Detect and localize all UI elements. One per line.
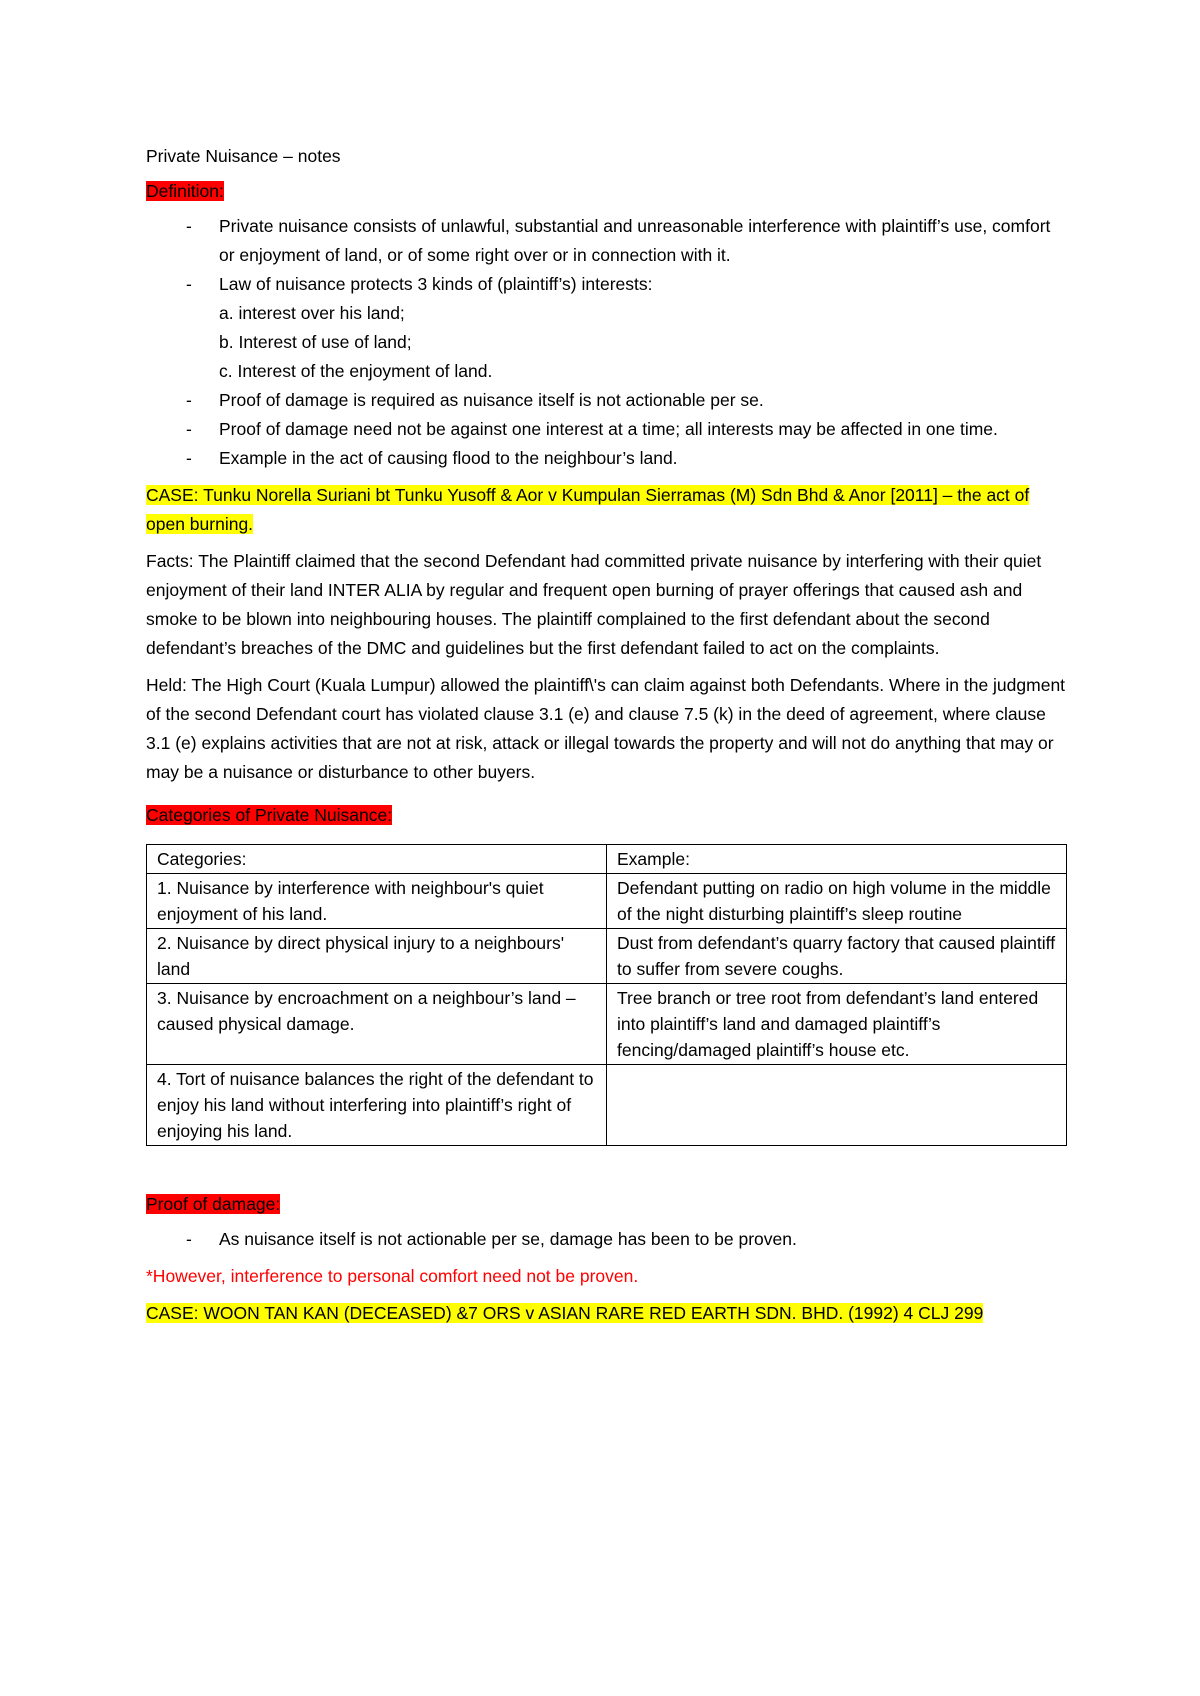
interest-item: b. Interest of use of land;	[219, 332, 412, 352]
table-cell: 3. Nuisance by encroachment on a neighbour’s land – caused physical damage.	[147, 984, 607, 1065]
facts-text: The Plaintiff claimed that the second Defendant had committed private nuisance by interfering with their quiet enjoyment of their land INTER ALIA by regular and frequent open burning of prayer offerings that caused ash and smoke to be blown into neighbouring houses. The plaintiff complained to the first defendant about the second defendant’s breaches of the DMC and guidelines but the first defendant failed to act on the complaints.	[146, 551, 1042, 658]
table-cell: Defendant putting on radio on high volume in the middle of the night disturbing plaintiff’s sleep routine	[607, 874, 1067, 929]
column-header: Example:	[607, 845, 1067, 874]
table-cell	[607, 1065, 1067, 1146]
held-label: Held:	[146, 675, 187, 695]
table-header-row	[147, 845, 1067, 874]
list-item: - Proof of damage need not be against one interest at a time; all interests may be affected in one time.	[146, 415, 1066, 444]
list-item: - Example in the act of causing flood to the neighbour’s land.	[146, 444, 1066, 473]
document-title: Private Nuisance – notes	[146, 146, 341, 166]
definition-heading-block	[146, 177, 1066, 206]
definition-heading: Definition:	[146, 181, 224, 201]
table-row	[147, 984, 1067, 1065]
list-item: - As nuisance itself is not actionable per se, damage has been to be proven.	[146, 1225, 1066, 1254]
proof-heading-block	[146, 1190, 1066, 1219]
proof-list	[146, 1225, 1066, 1254]
categories-heading: Categories of Private Nuisance:	[146, 805, 393, 825]
definition-list	[146, 212, 1066, 473]
table-row	[147, 874, 1067, 929]
list-item: - Private nuisance consists of unlawful, substantial and unreasonable interference with plaintiff’s use, comfort or enjoyment of land, or of some right over or in connection with it.	[146, 212, 1066, 270]
facts-label: Facts:	[146, 551, 194, 571]
list-item	[146, 270, 1066, 386]
interest-item: a. interest over his land;	[219, 303, 405, 323]
case-1-title-block	[146, 481, 1066, 539]
held-text: The High Court (Kuala Lumpur) allowed the plaintiff\'s can claim against both Defendants. Where in the judgment of the second Defendant court has violated clause 3.1 (e) and clause 7.5 (k) in the deed of agreement, where clause 3.1 (e) explains activities that are not at risk, attack or illegal towards the property and will not do anything that may or may be a nuisance or disturbance to other buyers.	[146, 675, 1066, 782]
table-cell: 4. Tort of nuisance balances the right of the defendant to enjoy his land without interfering into plaintiff’s right of enjoying his land.	[147, 1065, 607, 1146]
case-1-title: CASE: Tunku Norella Suriani bt Tunku Yusoff & Aor v Kumpulan Sierramas (M) Sdn Bhd & Anor [2011] – the act of open burning.	[146, 485, 1030, 534]
list-item: - Proof of damage is required as nuisance itself is not actionable per se.	[146, 386, 1066, 415]
categories-table	[146, 844, 1067, 1146]
case-2-title: CASE: WOON TAN KAN (DECEASED) &7 ORS v ASIAN RARE RED EARTH SDN. BHD. (1992) 4 CLJ 299	[146, 1303, 984, 1323]
document-page	[146, 142, 1066, 1336]
case-1-facts	[146, 547, 1066, 663]
table-cell: Dust from defendant’s quarry factory that caused plaintiff to suffer from severe coughs.	[607, 929, 1067, 984]
list-item-text: - Law of nuisance protects 3 kinds of (plaintiff’s) interests:	[219, 274, 653, 294]
interest-item: c. Interest of the enjoyment of land.	[219, 361, 493, 381]
table-cell: 2. Nuisance by direct physical injury to a neighbours' land	[147, 929, 607, 984]
case-2-title-block	[146, 1299, 1066, 1328]
table-row	[147, 1065, 1067, 1146]
table-row	[147, 929, 1067, 984]
table-cell: Tree branch or tree root from defendant’s land entered into plaintiff’s land and damaged plaintiff’s fencing/damaged plaintiff’s house etc.	[607, 984, 1067, 1065]
proof-note: *However, interference to personal comfort need not be proven.	[146, 1266, 639, 1286]
proof-heading: Proof of damage:	[146, 1194, 281, 1214]
column-header: Categories:	[147, 845, 607, 874]
categories-heading-block	[146, 801, 1066, 830]
case-1-held	[146, 671, 1066, 787]
table-cell: 1. Nuisance by interference with neighbour's quiet enjoyment of his land.	[147, 874, 607, 929]
